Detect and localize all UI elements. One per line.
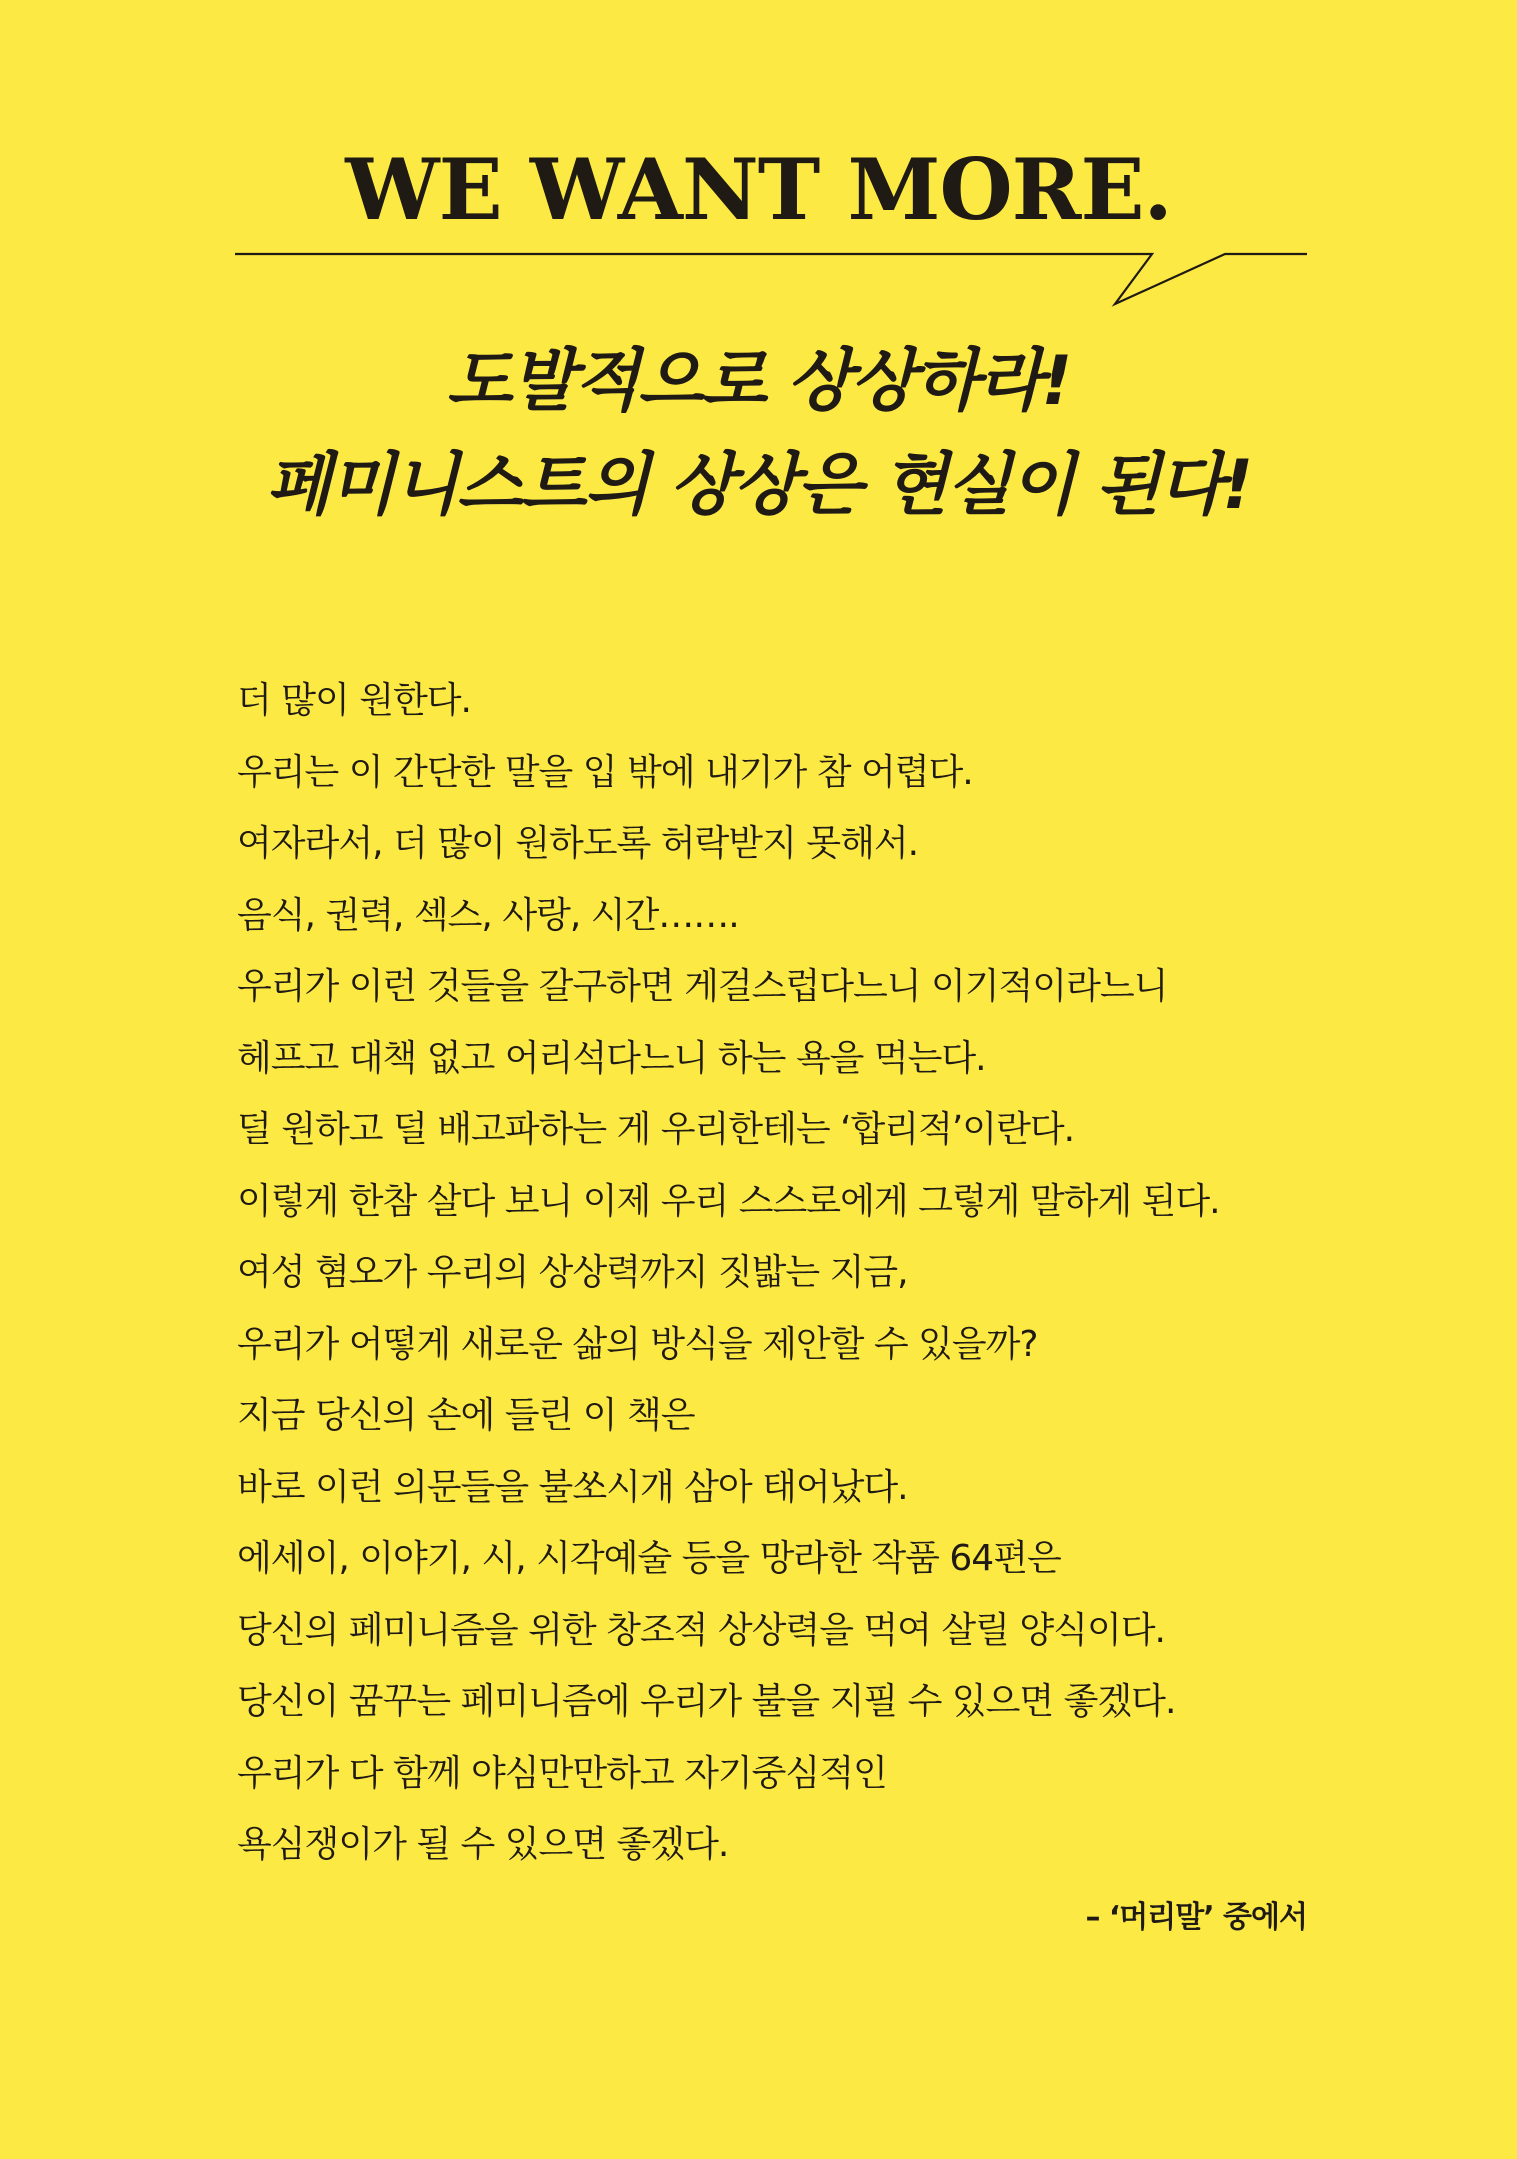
body-line: 당신의 페미니즘을 위한 창조적 상상력을 먹여 살릴 양식이다.: [237, 1609, 1165, 1651]
body-line: 덜 원하고 덜 배고파하는 게 우리한테는 ‘합리적’이란다.: [237, 1109, 1075, 1150]
body-line: 에세이, 이야기, 시, 시각예술 등을 망라한 작품 64편은: [237, 1538, 1061, 1579]
body-line: 더 많이 원한다.: [237, 680, 471, 721]
body-line: 여성 혐오가 우리의 상상력까지 짓밟는 지금,: [237, 1252, 908, 1293]
subheadline-line-1: 도발적으로 상상하라!: [446, 342, 1071, 421]
body-line: 욕심쟁이가 될 수 있으면 좋겠다.: [237, 1824, 729, 1865]
source-attribution: – ‘머리말’ 중에서: [1085, 1900, 1307, 1935]
body-line: 우리가 어떻게 새로운 삶의 방식을 제안할 수 있을까?: [237, 1323, 1038, 1365]
body-line: 바로 이런 의문들을 불쏘시개 삼아 태어났다.: [237, 1466, 908, 1508]
body-line: 여자라서, 더 많이 원하도록 허락받지 못해서.: [237, 823, 919, 864]
body-line: 우리가 다 함께 야심만만하고 자기중심적인: [237, 1752, 887, 1794]
body-line: 우리는 이 간단한 말을 입 밖에 내기가 참 어렵다.: [237, 751, 973, 793]
body-line: 헤프고 대책 없고 어리석다느니 하는 욕을 먹는다.: [237, 1037, 986, 1079]
headline: WE WANT MORE.: [345, 140, 1172, 239]
body-line: 음식, 권력, 섹스, 사랑, 시간…….: [237, 894, 739, 936]
body-line: 우리가 이런 것들을 갈구하면 게걸스럽다느니 이기적이라느니: [237, 966, 1168, 1007]
body-line: 이렇게 한참 살다 보니 이제 우리 스스로에게 그렇게 말하게 된다.: [237, 1180, 1220, 1222]
subheadline: [0, 330, 1517, 538]
speech-bubble-underline: [0, 0, 1517, 340]
body-line: 당신이 꿈꾸는 페미니즘에 우리가 불을 지필 수 있으면 좋겠다.: [237, 1681, 1176, 1722]
body-text: [237, 665, 1317, 1881]
subheadline-line-2: 페미니스트의 상상은 현실이 된다!: [265, 446, 1252, 525]
body-line: 지금 당신의 손에 들린 이 책은: [237, 1395, 695, 1436]
